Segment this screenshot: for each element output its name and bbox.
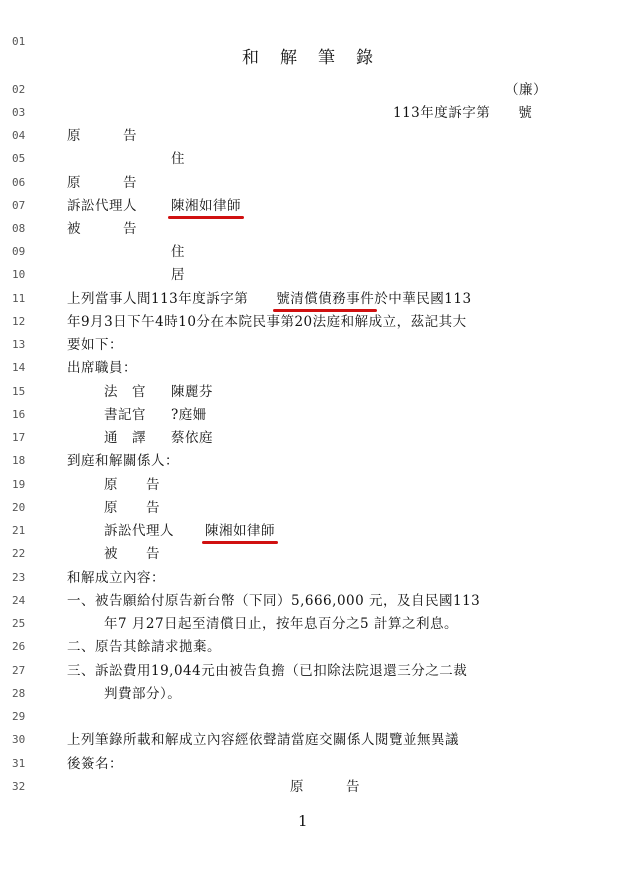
line-number: 26	[12, 640, 26, 653]
appearing-agent-name-highlight: 陳湘如律師	[205, 523, 275, 539]
appearing-heading: 到庭和解關係人：	[67, 453, 179, 469]
line-number: 17	[12, 431, 26, 444]
appearing-defendant-label: 被 告	[104, 546, 160, 562]
line-number: 20	[12, 501, 26, 514]
line-number: 05	[12, 152, 26, 165]
line-number: 12	[12, 315, 26, 328]
line-number: 24	[12, 594, 26, 607]
agent-name	[171, 198, 241, 214]
content-item-2: 二、原告其餘請求拋棄。	[67, 639, 221, 655]
body-line: 要如下：	[67, 337, 123, 353]
line-number: 11	[12, 292, 26, 305]
case-number: 113年度訴字第 號	[393, 105, 533, 121]
line-number: 21	[12, 524, 26, 537]
judge-label: 法 官	[104, 384, 146, 400]
line-number: 03	[12, 106, 26, 119]
appearing-agent-label: 訴訟代理人	[104, 523, 174, 539]
line-number: 08	[12, 222, 26, 235]
content-heading: 和解成立內容：	[67, 570, 165, 586]
signature-label: 原 告	[290, 779, 360, 795]
line-number: 23	[12, 571, 26, 584]
agent-label: 訴訟代理人	[67, 198, 137, 214]
document-title: 和 解 筆 錄	[242, 48, 375, 68]
line-number: 14	[12, 361, 26, 374]
appearing-plaintiff-label: 原 告	[104, 500, 160, 516]
line-number: 27	[12, 664, 26, 677]
agent-name-highlight: 陳湘如律師	[171, 198, 241, 214]
defendant-label: 被 告	[67, 221, 137, 237]
line-number: 22	[12, 547, 26, 560]
content-item-3: 三、訴訟費用19,044元由被告負擔（已扣除法院退還三分之二裁	[67, 663, 468, 679]
appearing-plaintiff-label: 原 告	[104, 477, 160, 493]
judge-name: 陳麗芬	[171, 384, 213, 400]
plaintiff-label: 原 告	[67, 175, 137, 191]
body-text: 上列當事人間113年度訴字第	[67, 291, 277, 307]
appearing-agent-name	[205, 523, 275, 539]
interpreter-label: 通 譯	[104, 430, 146, 446]
division-mark: （廉）	[505, 82, 547, 98]
line-number: 06	[12, 176, 26, 189]
closing-line: 後簽名：	[67, 756, 123, 772]
line-number: 13	[12, 338, 26, 351]
line-number: 01	[12, 35, 26, 48]
line-number: 10	[12, 268, 26, 281]
clerk-name: ?庭姍	[171, 407, 207, 423]
defendant-address-label: 住	[171, 244, 185, 260]
line-number: 32	[12, 780, 26, 793]
body-line	[67, 291, 472, 307]
case-type-highlight: 號清償債務事件	[276, 291, 375, 307]
content-item-3-cont: 判費部分）。	[104, 686, 182, 702]
line-number: 15	[12, 385, 26, 398]
line-number: 16	[12, 408, 26, 421]
plaintiff-label: 原 告	[67, 128, 137, 144]
line-number: 04	[12, 129, 26, 142]
line-number: 19	[12, 478, 26, 491]
line-number: 29	[12, 710, 26, 723]
page-number: 1	[298, 812, 309, 830]
line-number: 28	[12, 687, 26, 700]
line-number: 31	[12, 757, 26, 770]
line-number: 18	[12, 454, 26, 467]
attendance-heading: 出席職員：	[67, 360, 137, 376]
clerk-label: 書記官	[104, 407, 146, 423]
closing-line: 上列筆錄所載和解成立內容經依聲請當庭交關係人閱覽並無異議	[67, 732, 459, 748]
interpreter-name: 蔡依庭	[171, 430, 213, 446]
line-number: 30	[12, 733, 26, 746]
plaintiff-address-label: 住	[171, 151, 185, 167]
line-number: 02	[12, 83, 26, 96]
content-item-1: 一、被告願給付原告新台幣（下同）5,666,000 元，及自民國113	[67, 593, 481, 609]
content-item-1-cont: 年7 月27日起至清償日止，按年息百分之5 計算之利息。	[104, 616, 458, 632]
line-number: 07	[12, 199, 26, 212]
defendant-residence-label: 居	[171, 267, 185, 283]
line-number: 25	[12, 617, 26, 630]
body-text: 於中華民國113	[374, 291, 472, 307]
body-line: 年9月3日下午4時10分在本院民事第20法庭和解成立，茲記其大	[67, 314, 467, 330]
line-number: 09	[12, 245, 26, 258]
